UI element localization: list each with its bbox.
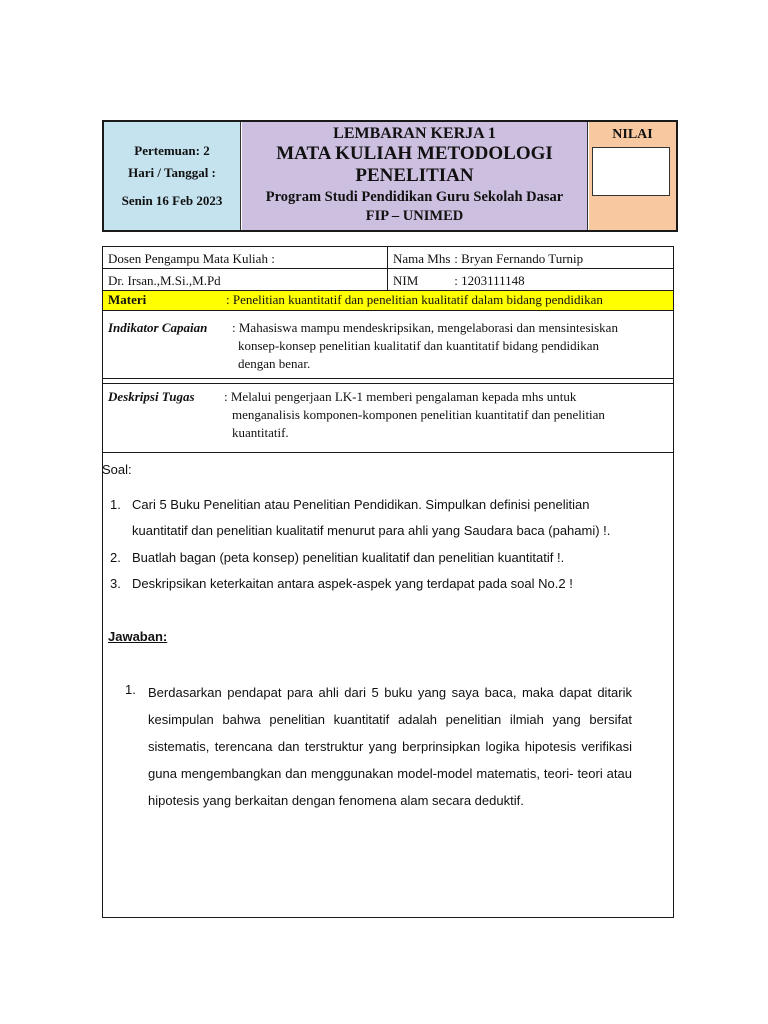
hari-tanggal-text: Hari / Tanggal : [128, 165, 216, 180]
deskripsi-line-2: menganalisis komponen-komponen penelitian kuantitatif dan penelitian [232, 407, 605, 422]
question-3-num: 3. [110, 576, 121, 591]
question-1 [110, 492, 670, 544]
jawaban-label: Jawaban: [108, 629, 168, 644]
indikator-line-2: konsep-konsep penelitian kualitatif dan kuantitatif bidang pendidikan [238, 338, 600, 353]
answer-1-num: 1. [125, 682, 136, 697]
materi-value: : Penelitian kuantitatif dan penelitian kualitatif dalam bidang pendidikan [226, 292, 603, 307]
indikator-line-3: dengan benar. [238, 356, 311, 371]
program-studi-2: FIP – UNIMED [365, 208, 464, 224]
nim-row [103, 269, 673, 291]
mata-kuliah-title-2: PENELITIAN [355, 165, 474, 186]
nim-value: : 1203111148 [454, 273, 525, 288]
question-3 [110, 571, 670, 597]
question-2-num: 2. [110, 550, 121, 565]
materi-row [103, 291, 673, 311]
question-1-line-2: kuantitatif dan penelitian kualitatif menurut para ahli yang Saudara baca (pahami) !. [132, 523, 611, 538]
indikator-line-1: : Mahasiswa mampu mendeskripsikan, mengelaborasi dan mensintesiskan [232, 320, 618, 335]
deskripsi-text [219, 388, 675, 456]
deskripsi-line-1: : Melalui pengerjaan LK-1 memberi pengalaman kepada mhs untuk [224, 389, 577, 404]
materi-label: Materi [108, 292, 147, 307]
lembaran-title: LEMBARAN KERJA 1 [333, 125, 496, 142]
question-3-text: Deskripsikan keterkaitan antara aspek-aspek yang terdapat pada soal No.2 ! [132, 576, 573, 591]
nama-cell [387, 247, 675, 268]
pertemuan-text: Pertemuan: 2 [134, 143, 210, 158]
indikator-row [103, 311, 673, 379]
deskripsi-line-3: kuantitatif. [232, 425, 289, 440]
indikator-label: Indikator Capaian [108, 320, 208, 335]
dosen-row [103, 247, 673, 269]
nim-label: NIM [393, 273, 419, 288]
answer-1-text: Berdasarkan pendapat para ahli dari 5 buku yang saya baca, maka dapat ditarik kesimpulan bahwa penelitian kuantitatif adalah penelitian ilmiah yang bersifat sistematis, terencana dan terstruktur yang berprinsipkan logika hipotesis verifikasi guna mengembangkan dan menggunakan model-model matematis, teori- teori atau hipotesis yang berkaitan dengan fenomena alam secara deduktif. [148, 685, 632, 808]
dosen-label: Dosen Pengampu Mata Kuliah : [108, 251, 275, 266]
nama-label: Nama Mhs [393, 251, 451, 266]
deskripsi-label: Deskripsi Tugas [108, 389, 195, 404]
dosen-name: Dr. Irsan.,M.Si.,M.Pd [108, 273, 221, 288]
nilai-label: NILAI [612, 127, 653, 142]
question-2 [110, 545, 670, 571]
indikator-text [227, 319, 675, 386]
question-1-line-1: Cari 5 Buku Penelitian atau Penelitian Pendidikan. Simpulkan definisi penelitian [132, 497, 590, 512]
mata-kuliah-title-1: MATA KULIAH METODOLOGI [276, 143, 553, 164]
nama-value: : Bryan Fernando Turnip [454, 251, 584, 266]
header-title-block [242, 122, 588, 230]
header-meeting-info [104, 122, 241, 230]
deskripsi-row [103, 383, 673, 453]
soal-label: Soal: [102, 462, 132, 477]
tanggal-text: Senin 16 Feb 2023 [121, 193, 223, 208]
nilai-score-box[interactable] [592, 147, 670, 196]
nim-cell [387, 269, 675, 290]
question-1-num: 1. [110, 497, 121, 512]
question-2-text: Buatlah bagan (peta konsep) penelitian kualitatif dan penelitian kuantitatif !. [132, 550, 565, 565]
program-studi-1: Program Studi Pendidikan Guru Sekolah Dasar [265, 189, 564, 205]
